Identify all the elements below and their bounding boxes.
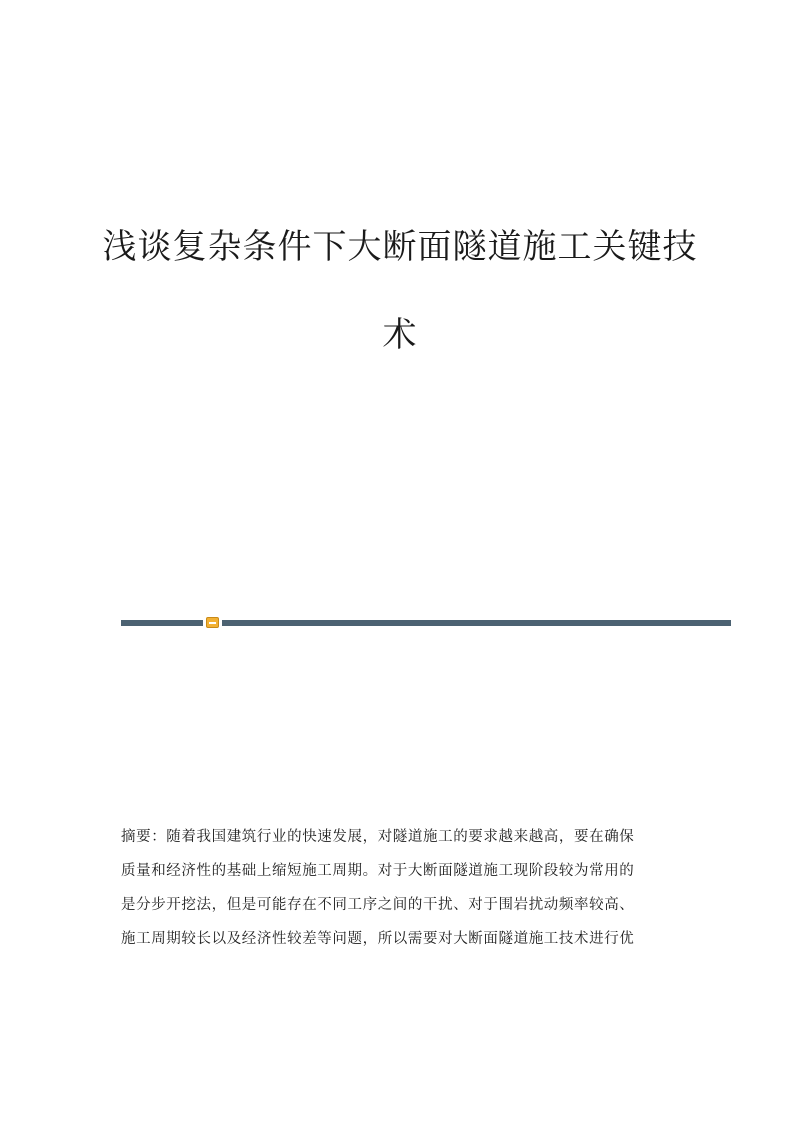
divider-emblem-icon [206,617,219,628]
abstract-line: 摘要：随着我国建筑行业的快速发展，对隧道施工的要求越来越高，要在确保 [121,829,635,845]
divider-bar-left [121,620,203,626]
section-divider [121,617,731,629]
abstract-line: 施工周期较长以及经济性较差等问题，所以需要对大断面隧道施工技术进行优 [121,931,635,947]
title-line-2: 术 [382,315,418,355]
abstract-line: 质量和经济性的基础上缩短施工周期。对于大断面隧道施工现阶段较为常用的 [121,863,635,879]
abstract-paragraph [121,820,681,956]
title-line-1: 浅谈复杂条件下大断面隧道施工关键技 [102,227,698,267]
abstract-line: 是分步开挖法，但是可能存在不同工序之间的干扰、对于围岩扰动频率较高、 [121,897,635,913]
document-title [100,222,700,360]
divider-bar-right [222,620,731,626]
